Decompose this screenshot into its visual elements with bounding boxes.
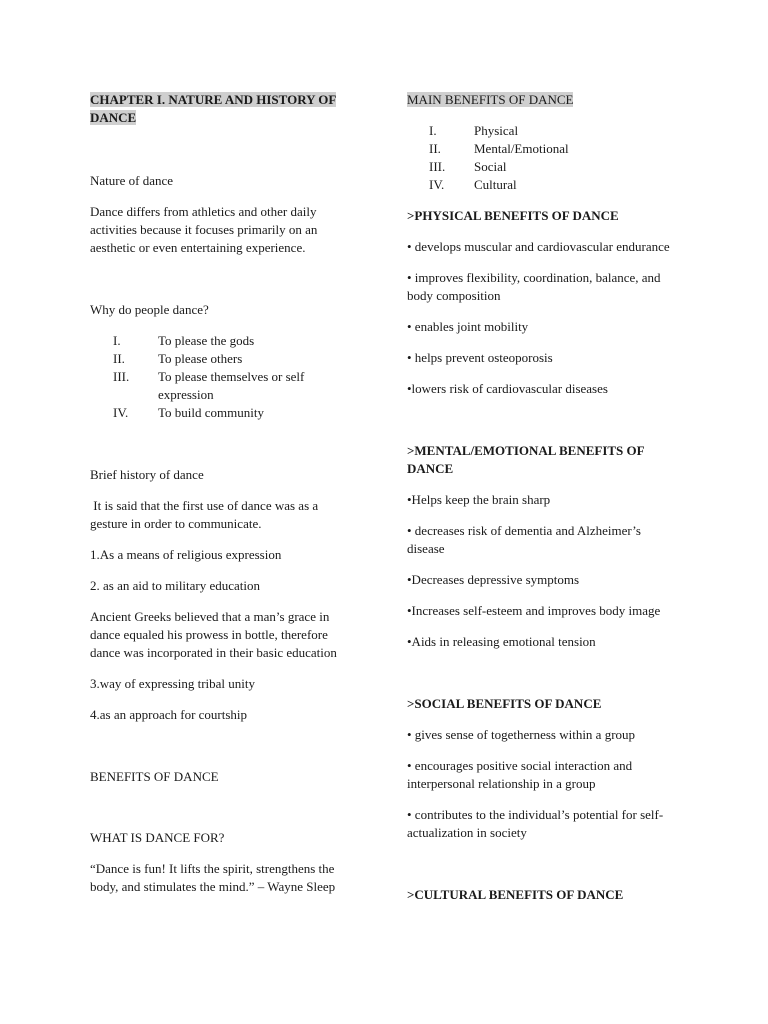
right-column (407, 91, 677, 904)
nature-text: Dance differs from athletics and other daily activities because it focuses primarily on an aesthetic or even entertaining experience. (90, 204, 318, 255)
benefits-heading: BENEFITS OF DANCE (90, 769, 219, 784)
what-for-heading: WHAT IS DANCE FOR? (90, 830, 225, 845)
bullet-item: • encourages positive social interaction and interpersonal relationship in a group (407, 758, 633, 791)
history-heading: Brief history of dance (90, 467, 204, 482)
left-column (90, 91, 350, 896)
main-benefits-heading: MAIN BENEFITS OF DANCE (407, 92, 574, 107)
bullet-item: •Helps keep the brain sharp (407, 492, 551, 507)
bullet-item: • decreases risk of dementia and Alzheimer’s disease (407, 523, 641, 556)
list-item: I. Physical (429, 123, 519, 138)
history-intro: It is said that the first use of dance was as a gesture in order to communicate. (90, 498, 322, 531)
list-item: IV. To build community (113, 405, 264, 420)
list-item: II. To please others (113, 351, 243, 366)
bullet-item: • helps prevent osteoporosis (407, 350, 553, 365)
greeks-text: Ancient Greeks believed that a man’s grace in dance equaled his prowess in bottle, therefore dance was incorporated in their basic education (90, 609, 337, 660)
history-point: 1.As a means of religious expression (90, 547, 282, 562)
physical-heading: >PHYSICAL BENEFITS OF DANCE (407, 208, 619, 223)
mental-heading: >MENTAL/EMOTIONAL BENEFITS OF DANCE (407, 443, 645, 476)
history-point: 4.as an approach for courtship (90, 707, 248, 722)
list-item: IV. Cultural (429, 177, 517, 192)
social-heading: >SOCIAL BENEFITS OF DANCE (407, 696, 602, 711)
bullet-item: • contributes to the individual’s potential for self-actualization in society (407, 807, 664, 840)
bullet-item: • enables joint mobility (407, 319, 529, 334)
nature-heading: Nature of dance (90, 173, 174, 188)
bullet-item: •Decreases depressive symptoms (407, 572, 580, 587)
why-list (90, 332, 350, 422)
list-item: III. Social (429, 159, 507, 174)
bullet-item: • improves flexibility, coordination, balance, and body composition (407, 270, 661, 303)
list-item: III. To please themselves or self expression (113, 369, 305, 402)
quote: “Dance is fun! It lifts the spirit, strengthens the body, and stimulates the mind.” – Wayne Sleep (90, 861, 336, 894)
bullet-item: • gives sense of togetherness within a group (407, 727, 636, 742)
cultural-heading: >CULTURAL BENEFITS OF DANCE (407, 887, 624, 902)
bullet-item: • develops muscular and cardiovascular endurance (407, 239, 670, 254)
list-item: I. To please the gods (113, 333, 255, 348)
history-point: 3.way of expressing tribal unity (90, 676, 255, 691)
main-benefits-list (407, 122, 677, 194)
chapter-title: CHAPTER I. NATURE AND HISTORY OF DANCE (90, 92, 337, 125)
history-point: 2. as an aid to military education (90, 578, 261, 593)
bullet-item: •Aids in releasing emotional tension (407, 634, 596, 649)
why-heading: Why do people dance? (90, 302, 209, 317)
bullet-item: •lowers risk of cardiovascular diseases (407, 381, 608, 396)
bullet-item: •Increases self-esteem and improves body image (407, 603, 661, 618)
list-item: II. Mental/Emotional (429, 141, 569, 156)
